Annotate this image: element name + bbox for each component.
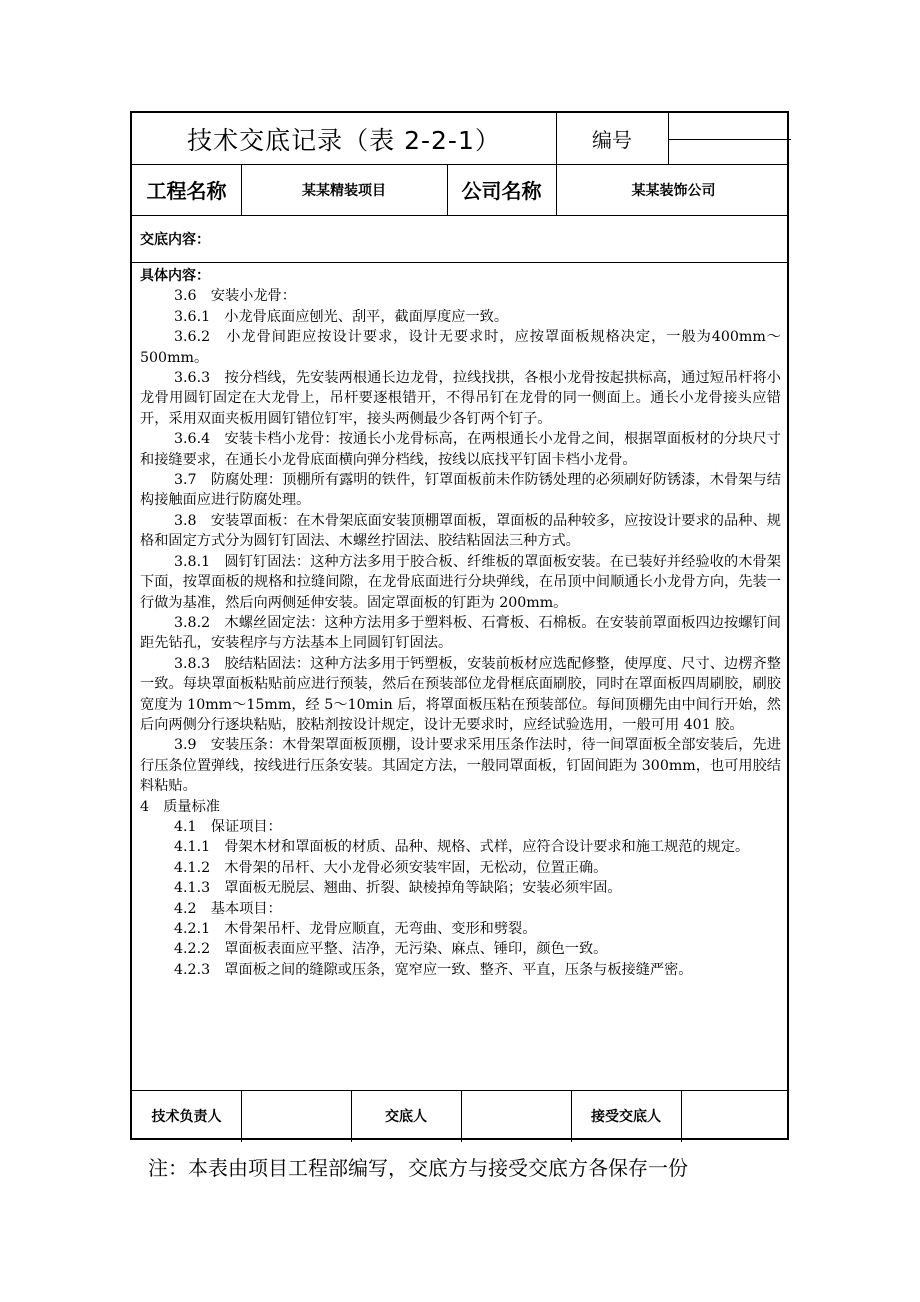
tech-lead-label: 技术负责人 — [151, 1109, 222, 1125]
company-name-value: 某某装饰公司 — [631, 182, 716, 199]
content-paragraph: 4.1.3 罩面板无脱层、翘曲、折裂、缺棱掉角等缺陷；安装必须牢固。 — [174, 880, 622, 897]
receiver-label: 接受交底人 — [591, 1109, 661, 1125]
content-paragraph: 3.8.2 木螺丝固定法：这种方法用多于塑料板、石膏板、石棉板。在安装前罩面板四边按螺钉间距先钻孔，安装程序与方法基本上同圆钉钉固法。 — [140, 614, 781, 652]
content-paragraph: 4 质量标准 — [140, 798, 220, 815]
content-paragraph: 4.2.3 罩面板之间的缝隙或压条，宽窄应一致、整齐、平直，压条与板接缝严密。 — [174, 961, 693, 978]
number-field-secondary[interactable] — [668, 139, 791, 164]
project-name-label: 工程名称 — [146, 179, 227, 203]
content-paragraph: 3.9 安装压条：木骨架罩面板顶棚，设计要求采用压条作法时，待一间罩面板全部安装后，先进行压条位置弹线，按线进行压条安装。其固定方法，一般同罩面板，钉固间距为 300mm，也可用胶结料粘贴。 — [140, 737, 781, 795]
record-table — [130, 111, 789, 1140]
tech-lead-signature-field[interactable] — [241, 1090, 351, 1142]
content-paragraph: 4.1 保证项目： — [174, 818, 282, 835]
specific-content — [140, 266, 781, 980]
content-paragraph: 3.6.3 按分档线，先安装两根通长边龙骨，拉线找拱，各根小龙骨按起拱标高，通过短吊杆将小龙骨用圆钉固定在大龙骨上，吊杆要逐根错开，不得吊钉在龙骨的同一侧面上。通长小龙骨接头应错开，采用双面夹板用圆钉错位钉牢，接头两侧最少各钉两个钉子。 — [140, 370, 781, 427]
discloser-label: 交底人 — [385, 1109, 427, 1125]
project-name-value: 某某精装项目 — [302, 182, 386, 199]
footer-note: 注：本表由项目工程部编写，交底方与接受交底方各保存一份 — [148, 1156, 688, 1180]
paragraph-list — [140, 286, 781, 980]
disclosure-content-label: 交底内容： — [140, 231, 210, 248]
content-paragraph: 4.2.1 木骨架吊杆、龙骨应顺直，无弯曲、变形和劈裂。 — [174, 921, 537, 937]
content-paragraph: 3.6.4 安装卡档小龙骨：按通长小龙骨标高，在两根通长小龙骨之间，根据罩面板材的分块尺寸和接缝要求，在通长小龙骨底面横向弹分档线，按线以底找平钉固卡档小龙骨。 — [140, 431, 781, 468]
divider — [132, 215, 787, 216]
company-name-label: 公司名称 — [461, 179, 542, 203]
content-paragraph: 3.8.3 胶结粘固法：这种方法多用于钙塑板，安装前板材应选配修整，使厚度、尺寸、边楞齐整一致。每块罩面板粘贴前应进行预装，然后在预装部位龙骨框底面刷胶，同时在罩面板四周刷胶，刷胶宽度为 10mm～15mm，经 5～10min 后，将罩面板压粘在预装部位。每间顶棚先由中间行开始，然后向两侧分行逐块粘贴，胶粘剂按设计规定，设计无要求时，应经试验选用，一般可用 401 胶。 — [140, 655, 781, 733]
content-paragraph: 4.1.1 骨架木材和罩面板的材质、品种、规格、式样，应符合设计要求和施工规范的规定。 — [174, 839, 750, 856]
receiver-signature-field[interactable] — [681, 1090, 791, 1142]
divider — [132, 262, 787, 263]
content-paragraph: 3.6.2 小龙骨间距应按设计要求，设计无要求时，应按罩面板规格决定，一般为400mm～500mm。 — [140, 329, 781, 366]
content-paragraph: 3.6.1 小龙骨底面应刨光、刮平，截面厚度应一致。 — [174, 308, 509, 325]
content-paragraph: 4.2 基本项目： — [174, 900, 282, 917]
content-paragraph: 3.8 安装罩面板：在木骨架底面安装顶棚罩面板，罩面板的品种较多，应按设计要求的品种、规格和固定方式分为圆钉钉固法、木螺丝拧固法、胶结粘固法三种方式。 — [140, 512, 781, 550]
number-field[interactable] — [668, 113, 791, 139]
content-paragraph: 4.2.2 罩面板表面应平整、洁净，无污染、麻点、锤印，颜色一致。 — [174, 941, 608, 958]
content-paragraph: 3.7 防腐处理：顶棚所有露明的铁件，钉罩面板前未作防锈处理的必须刷好防锈漆，木骨架与结构接触面应进行防腐处理。 — [140, 472, 781, 509]
form-title: 技术交底记录（表 2-2-1） — [187, 125, 501, 155]
specific-content-heading: 具体内容： — [140, 268, 210, 284]
content-paragraph: 4.1.2 木骨架的吊杆、大小龙骨必须安装牢固，无松动，位置正确。 — [174, 859, 608, 876]
content-paragraph: 3.6 安装小龙骨： — [174, 288, 296, 305]
content-paragraph: 3.8.1 圆钉钉固法：这种方法多用于胶合板、纤维板的罩面板安装。在已装好并经验收的木骨架下面，按罩面板的规格和拉缝间隙，在龙骨底面进行分块弹线，在吊顶中间顺通长小龙骨方向，先装一行做为基准，然后向两侧延伸安装。固定罩面板的钉距为 200mm。 — [140, 553, 781, 611]
number-label: 编号 — [592, 128, 632, 152]
discloser-signature-field[interactable] — [461, 1090, 571, 1142]
